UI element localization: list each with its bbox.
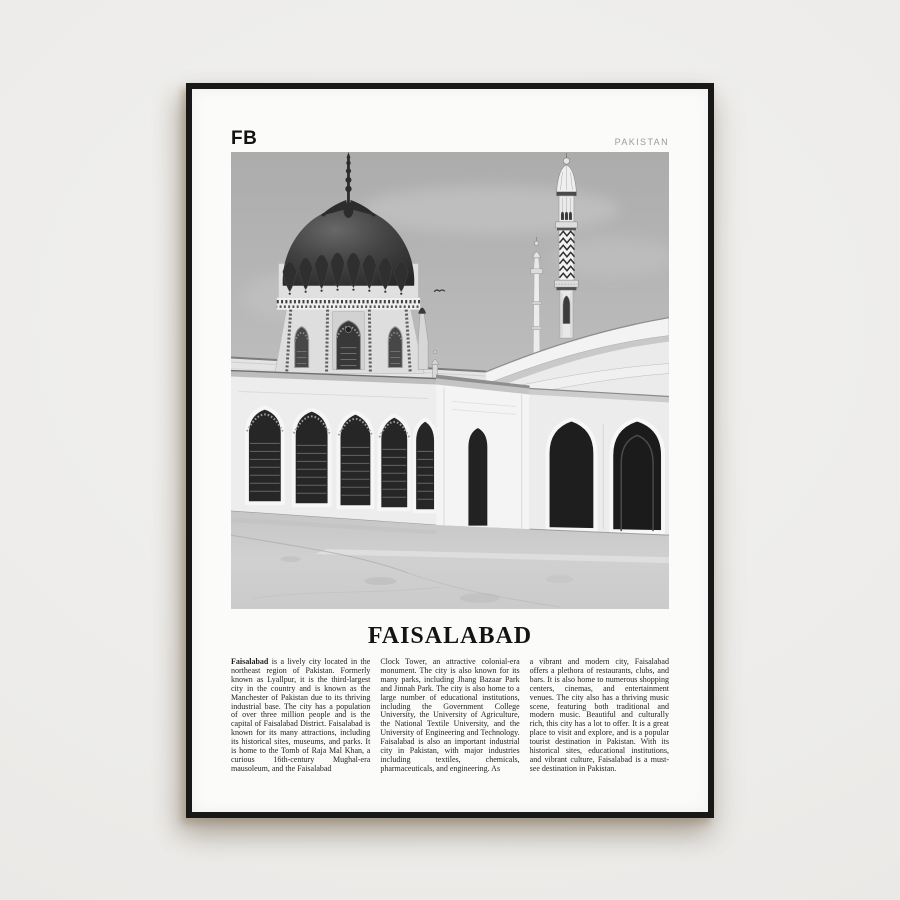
faisalabad-mosque-photo bbox=[231, 152, 669, 609]
poster bbox=[192, 89, 708, 812]
description-column-2: Clock Tower, an attractive colonial-era monument. The city is also known for its many parks, including Jhang Bazaar Park and Jinnah Park. The city is also home to a large number of educational institutions, including the Government College University, the University of Agriculture, the National Textile University, and the University of Engineering and Technology. Faisalabad is also an important industrial city in Pakistan, with major industries including textiles, chemicals, pharmaceuticals, and engineering. As bbox=[380, 657, 520, 773]
monogram-label: FB bbox=[231, 128, 258, 149]
poster-title: FAISALABAD bbox=[367, 623, 533, 649]
description-columns bbox=[231, 658, 669, 774]
description-column-3: a vibrant and modern city, Faisalabad offers a plethora of restaurants, clubs, and bars. It is also home to numerous shopping centers, cinemas, and entertainment venues. The city also has a thriving music scene, featuring both traditional and modern music. Beautiful and culturally rich, this city has a lot to offer. It is a great place to visit and explore, and is a popular tourist destination in Pakistan. With its historical sites, educational institutions, and vibrant culture, Faisalabad is a must-see destination in Pakistan. bbox=[529, 657, 669, 773]
description-column-1: Faisalabad is a lively city located in the northeast region of Pakistan. Formerly known as Lyallpur, it is the third-largest city in the country and is known as the Manchester of Pakistan due to its thriving industrial base. The city has a population of over three million people and is the capital of Faisalabad District. Faisalabad is known for its many attractions, including its historical sites, museums, and parks. It is home to the Tomb of Raja Mal Khan, a curious 16th-century Mughal-era mausoleum, and the Faisalabad bbox=[231, 657, 371, 773]
lead-word: Faisalabad bbox=[231, 657, 269, 666]
country-label: PAKISTAN bbox=[614, 137, 669, 147]
poster-frame bbox=[186, 83, 714, 818]
